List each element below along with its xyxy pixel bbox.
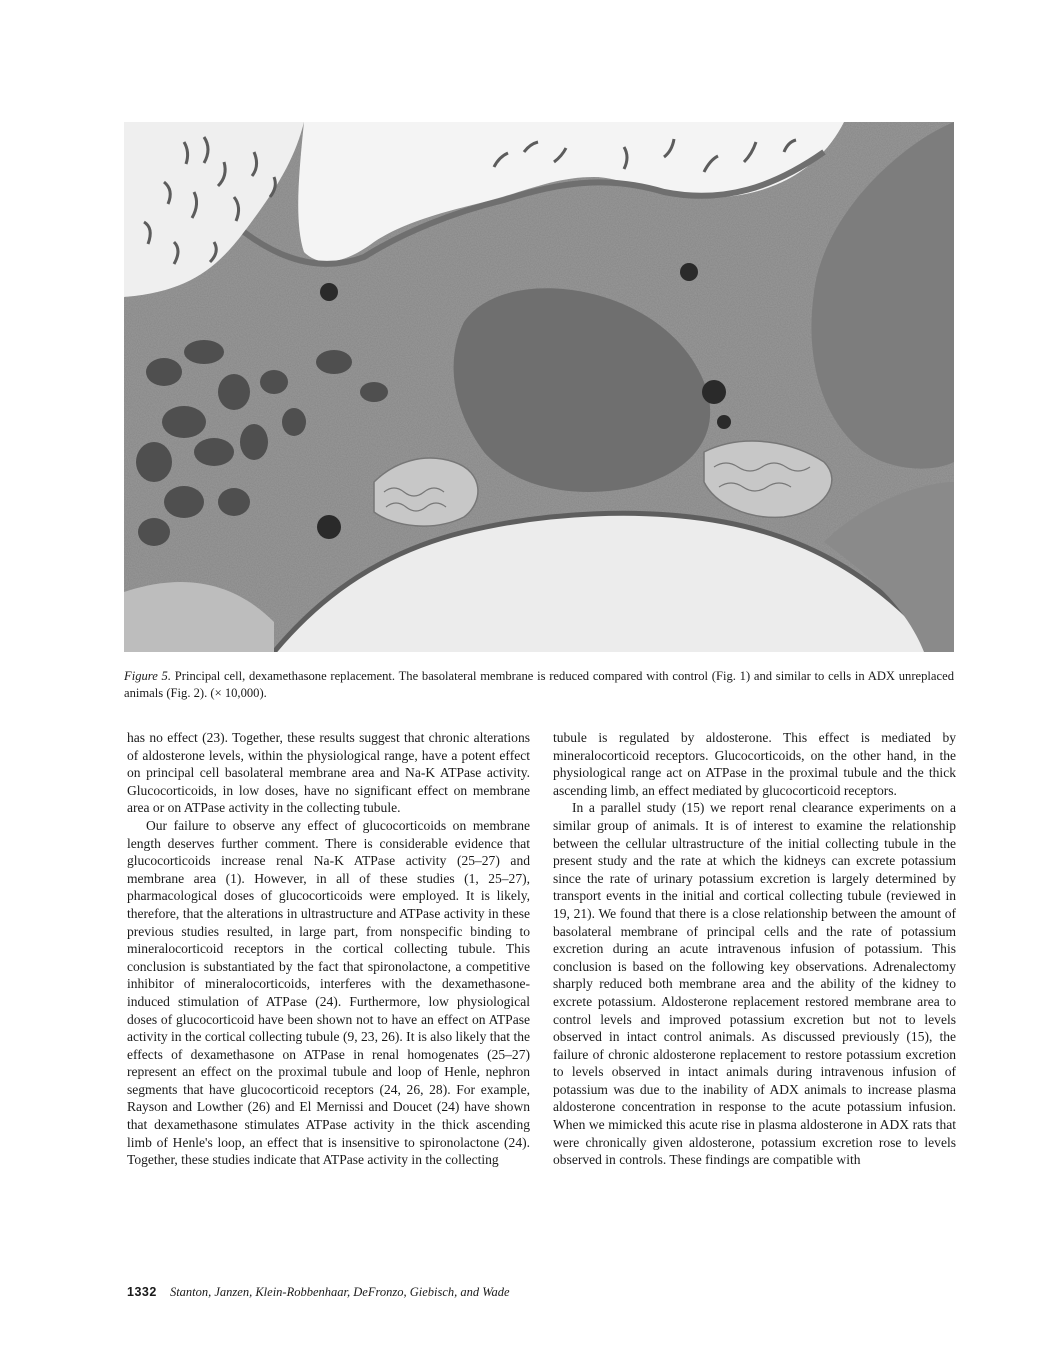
micrograph-figure [124, 122, 954, 652]
running-authors: Stanton, Janzen, Klein-Robbenhaar, DeFronzo, Giebisch, and Wade [169, 1285, 510, 1299]
left-paragraph-1: has no effect (23). Together, these results suggest that chronic alterations of aldosterone levels, within the physiological range, have a potent effect on principal cell basolateral membrane area and Na-K ATPase activity. Glucocorticoids, in low doses, have no significant effect on membrane area or on ATPase activity in the collecting tubule. [127, 730, 530, 816]
caption-label: Figure 5. [124, 669, 171, 683]
left-paragraph-2: Our failure to observe any effect of glucocorticoids on membrane length deserves further comment. There is considerable evidence that glucocorticoids increase renal Na-K ATPase activity (25–27) and membrane area (1). However, in all of these studies (1, 25–27), pharmacological doses of glucocorticoids were employed. It is likely, therefore, that the alterations in ultrastructure and ATPase activity in these previous studies resulted, in large part, from nonspecific binding to mineralocorticoid receptors in the cortical collecting tubule. This conclusion is substantiated by the fact that spironolactone, a competitive inhibitor of mineralocorticoids, interferes with the dexamethasone-induced stimulation of ATPase (24). Furthermore, low physiological doses of glucocorticoid have been shown not to have an effect on ATPase activity in the cortical collecting tubule (9, 23, 26). It is also likely that the effects of dexamethasone on ATPase in renal homogenates (25–27) represent an effect on the proximal tubule and loop of Henle, nephron segments that have glucocorticoid receptors (24, 26, 28). For example, Rayson and Lowther (26) and El Mernissi and Doucet (24) have shown that dexamethasone stimulates ATPase activity in the thick ascending limb of Henle's loop, an effect that is insensitive to spironolactone (24). Together, these studies indicate that ATPase activity in the collecting [127, 817, 530, 1168]
right-paragraph-1: tubule is regulated by aldosterone. This effect is mediated by mineralocorticoid receptors. Glucocorticoids, on the other hand, in the physiological range act on ATPase in the proximal tubule and the thick ascending limb, an effect mediated by glucocorticoid receptors. [553, 730, 956, 798]
left-column [127, 729, 530, 1169]
caption-text: Principal cell, dexamethasone replacement. The basolateral membrane is reduced compared with control (Fig. 1) and similar to cells in ADX unreplaced animals (Fig. 2). (× 10,000). [124, 669, 954, 700]
micrograph-image [124, 122, 954, 652]
figure-caption [124, 668, 954, 702]
right-column [553, 729, 956, 1169]
page-footer [127, 1285, 510, 1300]
page-number: 1332 [127, 1285, 157, 1299]
right-paragraph-2: In a parallel study (15) we report renal clearance experiments on a similar group of animals. It is of interest to examine the relationship between the cellular ultrastructure of the initial collecting tubule in the present study and the rate at which the kidneys can excrete potassium since the rate of urinary potassium excretion is largely determined by transport events in the initial and cortical collecting tubule (reviewed in 19, 21). We found that there is a close relationship between the amount of basolateral membrane of principal cells and the rate of potassium excretion during an acute intravenous infusion of potassium. This conclusion is based on the following key observations. Adrenalectomy sharply reduced both membrane area and the ability of the kidney to excrete potassium. Aldosterone replacement restored membrane area to control levels and improved potassium excretion but not to levels observed in intact control animals. As discussed previously (15), the failure of chronic aldosterone replacement to restore potassium excretion to levels observed in intact animals during intravenous infusion of potassium was due to the inability of ADX animals to increase plasma aldosterone concentration in response to the acute potassium infusion. When we mimicked this acute rise in plasma aldosterone in ADX rats that were chronically given aldosterone, potassium excretion rose to levels observed in controls. These findings are compatible with [553, 800, 956, 1168]
